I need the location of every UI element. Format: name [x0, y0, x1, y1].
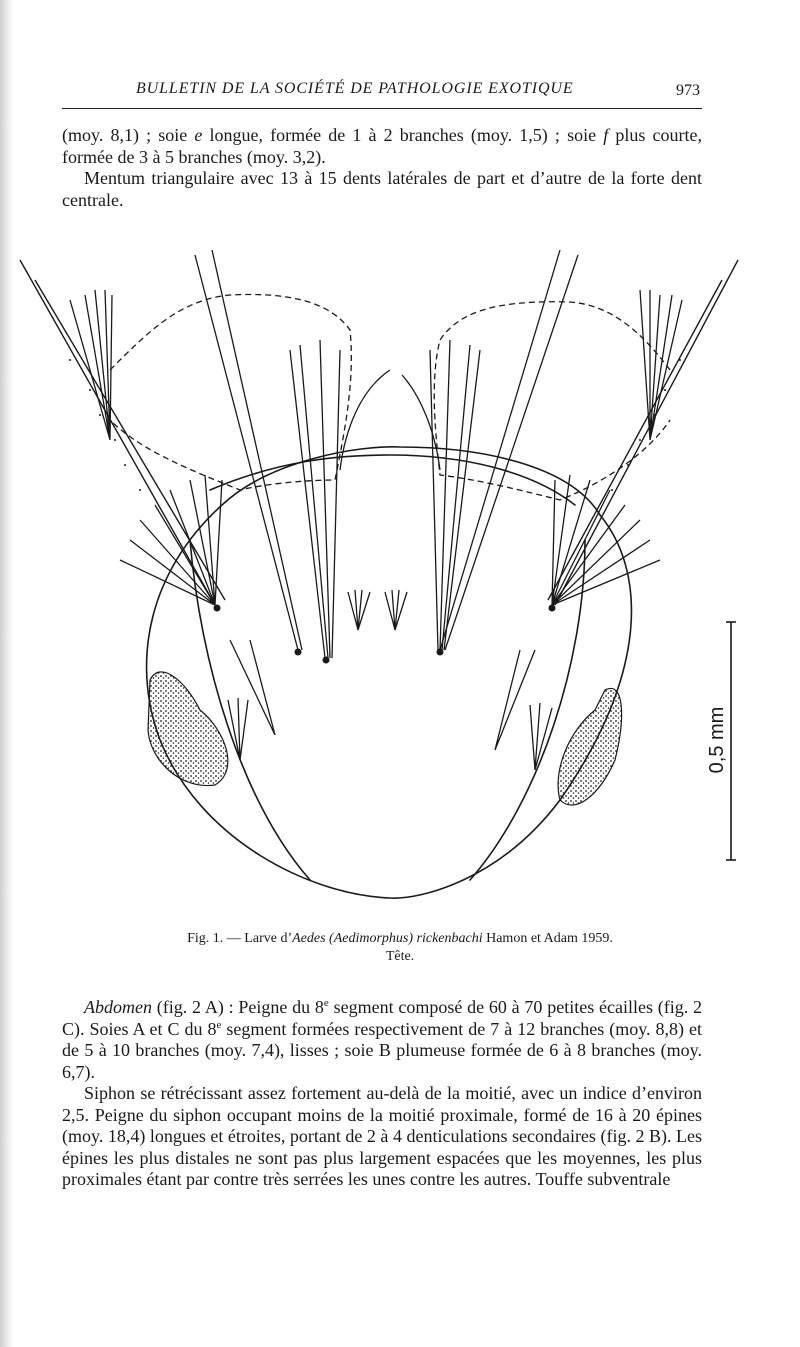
long-seta-2 — [212, 250, 302, 650]
long-seta-8 — [445, 255, 578, 650]
seta-base-2 — [323, 657, 330, 664]
setae-text-a: (moy. 8,1) ; soie — [62, 125, 195, 145]
antenna-spicules — [69, 359, 681, 491]
abdomen-sup-2: e — [216, 1018, 222, 1031]
paragraph-setae — [62, 125, 702, 211]
page-number: 973 — [676, 82, 700, 99]
caption-line-2: Tête. — [385, 949, 415, 964]
abdomen-text-c: segment formées respectivement de 7 à 12 branches (moy. 8,8) et de 5 à 10 branches (moy. 7,4), lisses ; soie B plumeuse formée de 6 à 8 branches (moy. 6,7). — [62, 1018, 703, 1082]
abdomen-text-b: segment composé de 60 à 70 petites écailles (fig. 2 C). Soies A et C du 8 — [62, 997, 702, 1039]
seta-lower-right — [495, 650, 535, 750]
inner-line-left — [190, 540, 310, 880]
seta-base-1 — [295, 649, 302, 656]
abdomen-text-a: (fig. 2 A) : Peigne du 8 — [151, 997, 324, 1017]
inner-line-right — [470, 540, 585, 880]
long-seta-1 — [195, 255, 298, 650]
setae-text-b: longue, formée de 1 à 2 branches (moy. 1,5) ; soie — [202, 125, 604, 145]
figure-larva-head — [0, 240, 800, 920]
header-rule — [62, 108, 702, 109]
seta-base-4 — [214, 605, 221, 612]
abdomen-lead: Abdomen — [84, 997, 152, 1017]
setae-f-label: f — [603, 125, 609, 145]
setae-text-c: plus courte, formée de 3 à 5 branches (moy. 3,2). — [62, 125, 702, 167]
seta-lower-mid-left — [228, 698, 248, 760]
tuft-left-upper — [70, 290, 112, 440]
caption-species: Aedes (Aedimorphus) rickenbachi — [292, 931, 483, 946]
long-seta-6 — [332, 350, 340, 658]
long-seta-3 — [290, 350, 325, 658]
long-seta-4 — [300, 345, 328, 658]
paragraph-abdomen — [62, 997, 702, 1083]
scale-label: 0,5 mm — [706, 706, 728, 774]
page-header — [62, 78, 702, 106]
running-title: BULLETIN DE LA SOCIÉTÉ DE PATHOLOGIE EXOTIQUE — [136, 80, 574, 97]
antenna-shaft-right — [548, 260, 738, 605]
caption-text-b: Hamon et Adam 1959. — [482, 931, 613, 946]
small-tuft-left — [348, 590, 370, 630]
mentum-text: Mentum triangulaire avec 13 à 15 dents latérales de part et d’autre de la forte dent centrale. — [62, 168, 702, 210]
long-seta-5 — [320, 340, 330, 658]
small-tuft-right — [385, 590, 407, 630]
caption-line-1 — [0, 930, 800, 948]
long-seta-12 — [444, 350, 480, 650]
paragraph-siphon — [62, 1083, 702, 1191]
seta-lower-left — [230, 640, 275, 735]
head-capsule-outline — [147, 447, 632, 898]
seta-base-5 — [549, 605, 556, 612]
siphon-text: Siphon se rétrécissant assez fortement au-delà de la moitié, avec un indice d’environ 2,5. Peigne du siphon occupant moins de la moitié proximale, formé de 16 à 20 épines (moy. 18,4) longues et étroites, portant de 2 à 4 denticulations secondaires (fig. 2 B). Les épines les plus distales ne sont pas plus largement espacées que les moyennes, les plus proximales étant par contre très serrées les unes contre les autres. Touffe subventrale — [62, 1083, 702, 1189]
caption-text-a: Fig. 1. — Larve d’ — [187, 931, 293, 946]
setae-e-label: e — [194, 125, 203, 145]
seta-base-3 — [437, 649, 444, 656]
fan-left — [120, 475, 222, 605]
long-seta-10 — [440, 340, 450, 650]
long-seta-11 — [442, 345, 470, 650]
figure-caption — [0, 930, 800, 966]
abdomen-sup-1: e — [323, 997, 329, 1009]
eye-spot-right — [558, 688, 621, 805]
